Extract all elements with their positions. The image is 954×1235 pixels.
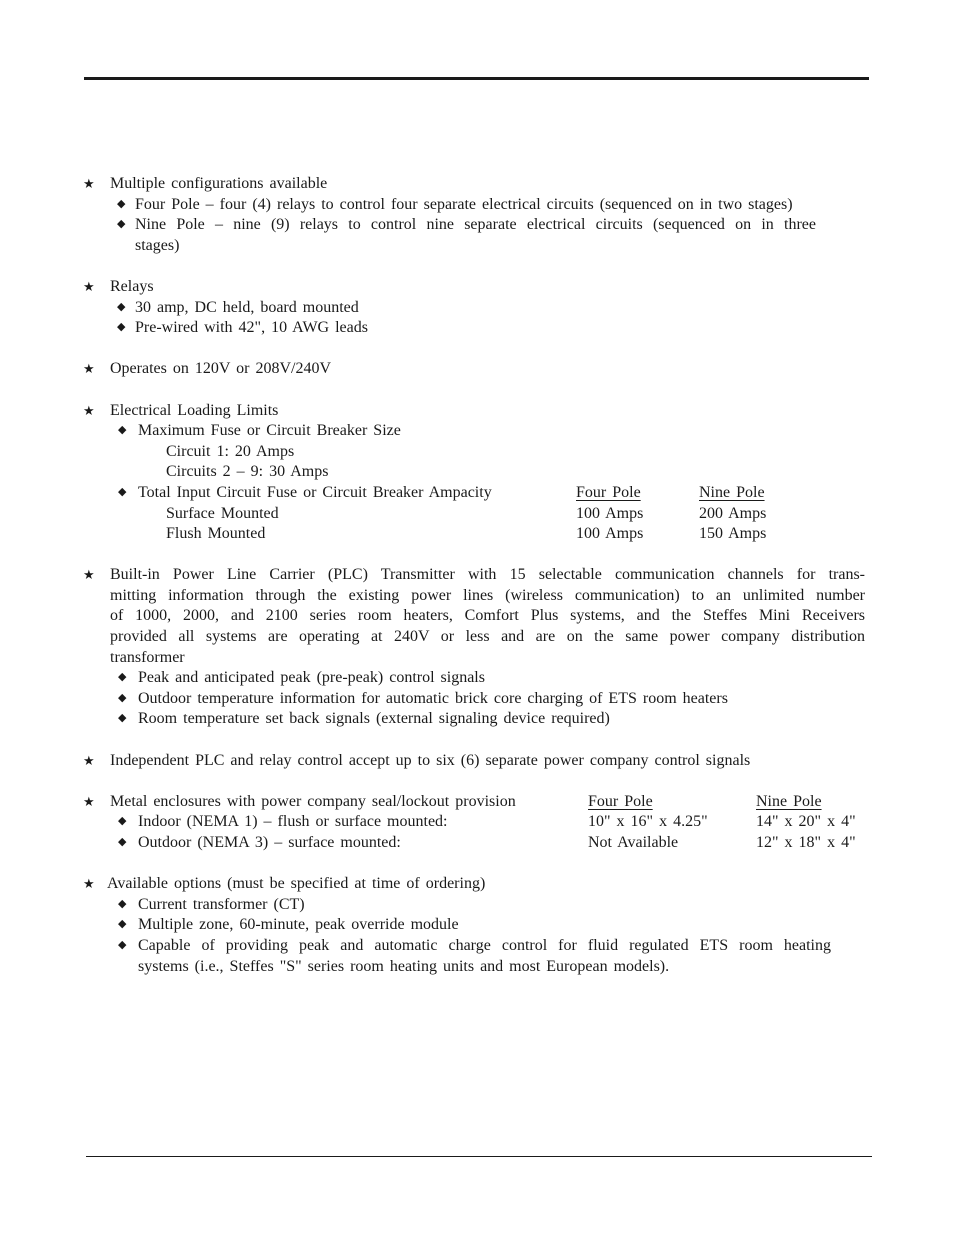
item-text: stages) (135, 236, 180, 254)
diamond-icon: ◆ (117, 197, 126, 210)
paragraph-text: provided all systems are operating at 240V or less and are on the same power company distribution (110, 628, 865, 646)
section-title: Independent PLC and relay control accept up to six (6) separate power company control signals (110, 751, 751, 769)
diamond-icon: ◆ (117, 218, 126, 231)
list-item (0, 936, 954, 957)
list-item (0, 215, 954, 236)
paragraph-line (0, 648, 954, 669)
diamond-icon: ◆ (118, 485, 127, 498)
star-icon: ★ (83, 752, 95, 768)
table-row (0, 833, 954, 854)
list-item (0, 895, 954, 916)
list-item (0, 874, 954, 895)
item-text: Current transformer (CT) (138, 895, 305, 913)
star-icon: ★ (83, 176, 95, 191)
list-item (0, 298, 954, 319)
item-text: Outdoor temperature information for automatic brick core charging of ETS room heaters (138, 689, 728, 707)
section-title: Relays (110, 277, 154, 295)
list-item (0, 751, 954, 772)
cell-nine-pole: 150 Amps (699, 525, 767, 543)
item-text: Four Pole – four (4) relays to control four separate electrical circuits (sequenced on in two stages) (135, 195, 793, 213)
list-item (0, 957, 954, 978)
diamond-icon: ◆ (117, 300, 126, 313)
column-header-four-pole: Four Pole (576, 483, 641, 501)
section-title: Operates on 120V or 208V/240V (110, 360, 332, 378)
star-icon: ★ (83, 402, 95, 418)
star-icon: ★ (83, 361, 95, 377)
item-text: Nine Pole – nine (9) relays to control nine separate electrical circuits (sequenced on in three (135, 216, 816, 234)
item-text: 30 amp, DC held, board mounted (135, 298, 359, 316)
column-header-nine-pole: Nine Pole (756, 792, 822, 810)
row-label: Outdoor (NEMA 3) – surface mounted: (138, 834, 401, 851)
section-title: Available options (must be specified at time of ordering) (107, 875, 486, 893)
diamond-icon: ◆ (118, 671, 127, 684)
star-icon: ★ (83, 793, 95, 809)
list-item (0, 359, 954, 380)
paragraph-text: of 1000, 2000, and 2100 series room heaters, Comfort Plus systems, and the Steffes Mini Receivers (110, 607, 865, 625)
paragraph-text: mitting information through the existing power lines (wireless communication) to an unlimited number (110, 586, 865, 604)
row-label: Flush Mounted (166, 525, 266, 543)
item-text: Circuits 2 – 9: 30 Amps (166, 463, 329, 481)
row-label: Indoor (NEMA 1) – flush or surface mounted: (138, 813, 448, 831)
list-item (0, 462, 954, 483)
diamond-icon: ◆ (118, 712, 127, 725)
column-header-four-pole: Four Pole (588, 792, 653, 810)
paragraph-line (0, 606, 954, 627)
table-row (0, 812, 954, 833)
cell-four-pole: 100 Amps (576, 525, 644, 543)
bottom-rule (86, 1156, 872, 1157)
item-text: Multiple zone, 60-minute, peak override module (138, 916, 459, 934)
paragraph-line (0, 627, 954, 648)
cell-nine-pole: 200 Amps (699, 504, 767, 522)
list-item (0, 442, 954, 463)
diamond-icon: ◆ (118, 938, 127, 951)
paragraph-text: transformer (110, 648, 185, 666)
item-text: systems (i.e., Steffes "S" series room heating units and most European models). (138, 957, 670, 975)
item-text: Room temperature set back signals (external signaling device required) (138, 710, 610, 728)
cell-nine-pole: 14" x 20" x 4" (756, 813, 856, 831)
list-item (0, 915, 954, 936)
diamond-icon: ◆ (118, 897, 127, 910)
table-header-row (0, 483, 954, 504)
star-icon: ★ (83, 567, 95, 583)
paragraph-line (0, 586, 954, 607)
star-icon: ★ (83, 876, 95, 892)
table-row (0, 504, 954, 525)
list-item (0, 401, 954, 422)
spec-list (0, 174, 954, 977)
list-item (0, 421, 954, 442)
star-icon: ★ (83, 278, 95, 294)
list-item (0, 277, 954, 298)
item-text: Total Input Circuit Fuse or Circuit Breaker Ampacity (138, 483, 492, 501)
list-item (0, 709, 954, 730)
table-header-row (0, 792, 954, 813)
item-text: Pre-wired with 42", 10 AWG leads (135, 319, 368, 337)
list-item (0, 318, 954, 339)
paragraph-line: Built-in Power Line Carrier (PLC) Transmitter with 15 selectable communication channels for trans- (110, 566, 865, 584)
list-item (0, 236, 954, 257)
list-item (0, 668, 954, 689)
cell-nine-pole: 12" x 18" x 4" (756, 834, 856, 851)
item-text: Maximum Fuse or Circuit Breaker Size (138, 422, 401, 440)
list-item (0, 195, 954, 216)
list-item (0, 174, 954, 195)
cell-four-pole: Not Available (588, 834, 679, 851)
item-text: Circuit 1: 20 Amps (166, 442, 295, 460)
list-item (0, 565, 954, 586)
item-text: Capable of providing peak and automatic charge control for fluid regulated ETS room heating (138, 936, 831, 954)
row-label: Surface Mounted (166, 504, 279, 522)
cell-four-pole: 10" x 16" x 4.25" (588, 813, 708, 831)
diamond-icon: ◆ (118, 815, 127, 828)
section-title: Multiple configurations available (110, 175, 328, 192)
section-title: Metal enclosures with power company seal/lockout provision (110, 792, 516, 810)
item-text: Peak and anticipated peak (pre-peak) control signals (138, 669, 485, 687)
column-header-nine-pole: Nine Pole (699, 483, 765, 501)
diamond-icon: ◆ (117, 321, 126, 334)
diamond-icon: ◆ (118, 918, 127, 931)
diamond-icon: ◆ (118, 424, 127, 437)
list-item (0, 689, 954, 710)
table-row (0, 524, 954, 545)
diamond-icon: ◆ (118, 836, 127, 848)
cell-four-pole: 100 Amps (576, 504, 644, 522)
top-rule (84, 77, 869, 80)
diamond-icon: ◆ (118, 691, 127, 704)
section-title: Electrical Loading Limits (110, 401, 279, 419)
